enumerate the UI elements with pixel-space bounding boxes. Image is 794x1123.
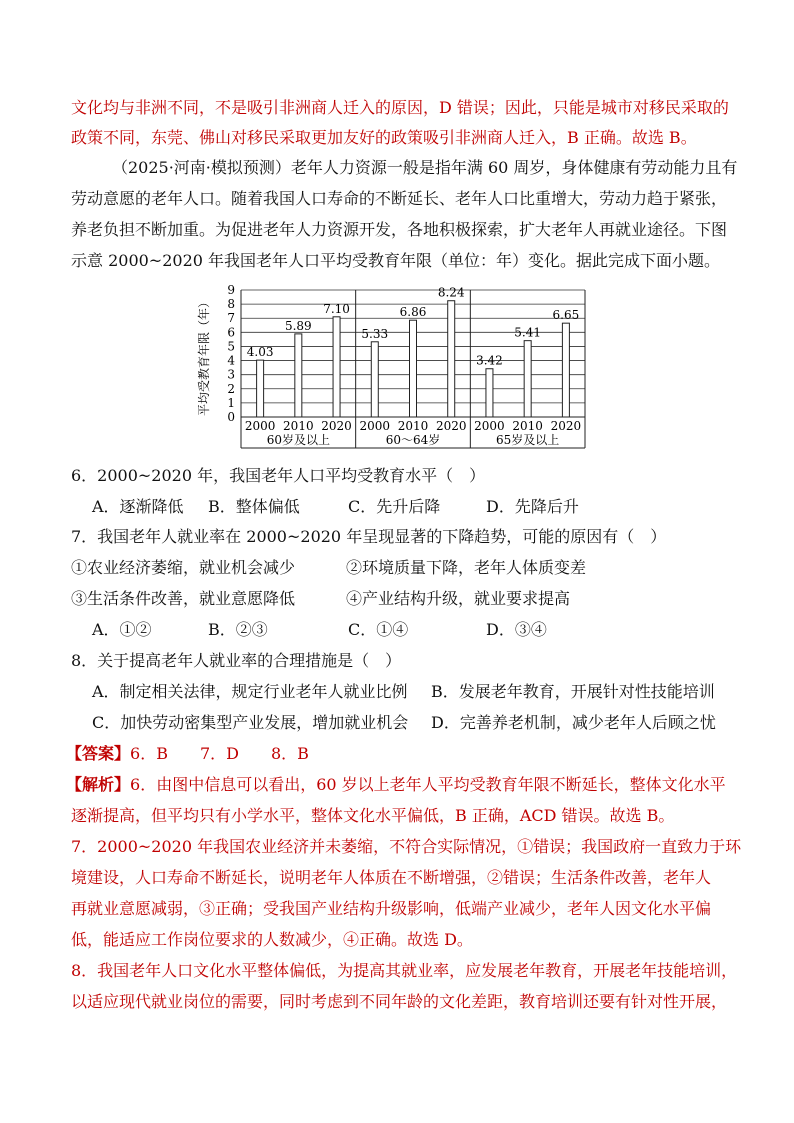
q8-option-d[interactable]: D．完善养老机制，减少老年人后顾之忧 bbox=[431, 713, 716, 732]
passage-line: 示意 2000~2020 年我国老年人口平均受教育年限（单位：年）变化。据此完成下面小题。 bbox=[71, 251, 721, 270]
bar bbox=[410, 320, 417, 417]
data-label: 6.86 bbox=[399, 305, 427, 320]
analysis-tag: 【解析】 bbox=[66, 775, 131, 794]
analysis-line: 8．我国老年人口文化水平整体偏低，为提高其就业率，应发展老年教育，开展老年技能培训， bbox=[71, 961, 738, 980]
bar bbox=[524, 341, 531, 417]
analysis-line: 境建设，人口寿命不断延长，说明老年人体质在不断增强，②错误；生活条件改善，老年人 bbox=[71, 868, 712, 887]
explanation-line: 政策不同，东莞、佛山对移民采取更加友好的政策吸引非洲商人迁入，B 正确。故选 B。 bbox=[71, 128, 697, 147]
data-label: 4.03 bbox=[246, 345, 274, 360]
answer-tag: 【答案】 bbox=[66, 744, 131, 763]
education-bar-chart bbox=[196, 278, 596, 450]
analysis-line: 逐渐提高，但平均只有小学水平，整体文化水平偏低，B 正确，ACD 错误。故选 B。 bbox=[71, 806, 675, 825]
group-label: 65岁及以上 bbox=[496, 433, 560, 447]
group-label: 60～64岁 bbox=[385, 433, 441, 447]
bar bbox=[257, 360, 264, 417]
analysis-text: 6．由图中信息可以看出，60 岁以上老年人平均受教育年限不断延长，整体文化水平 bbox=[130, 775, 726, 794]
x-tick-label: 2010 bbox=[397, 419, 429, 433]
bar bbox=[295, 334, 302, 417]
x-tick-label: 2020 bbox=[550, 419, 582, 433]
y-axis-label: 平均受教育年限（年） bbox=[197, 295, 211, 417]
q7-item-3: ③生活条件改善，就业意愿降低 bbox=[71, 589, 296, 608]
y-tick-label: 7 bbox=[227, 311, 235, 326]
y-tick-label: 4 bbox=[227, 353, 235, 368]
q8-option-b[interactable]: B．发展老年教育，开展针对性技能培训 bbox=[431, 682, 715, 701]
q6-stem: 6．2000~2020 年，我国老年人口平均受教育水平（ ） bbox=[71, 466, 486, 485]
x-tick-label: 2000 bbox=[244, 419, 276, 433]
y-tick-label: 1 bbox=[227, 395, 235, 410]
x-tick-label: 2010 bbox=[512, 419, 543, 433]
q7-option-a[interactable]: A．①② bbox=[92, 620, 152, 639]
passage-line: 养老负担不断加重。为促进老年人力资源开发，各地积极探索，扩大老年人再就业途径。下图 bbox=[71, 220, 728, 239]
q7-stem: 7．我国老年人就业率在 2000~2020 年呈现显著的下降趋势，可能的原因有（ ） bbox=[71, 527, 667, 546]
q7-option-b[interactable]: B．②③ bbox=[208, 620, 268, 639]
data-label: 6.65 bbox=[552, 308, 580, 323]
answer-line bbox=[66, 743, 309, 765]
y-tick-label: 6 bbox=[227, 325, 235, 340]
bar bbox=[371, 342, 378, 417]
y-tick-label: 5 bbox=[227, 339, 235, 354]
q6-option-a[interactable]: A．逐渐降低 bbox=[92, 497, 184, 516]
x-tick-label: 2020 bbox=[435, 419, 467, 433]
x-tick-label: 2000 bbox=[359, 419, 391, 433]
q6-option-d[interactable]: D．先降后升 bbox=[486, 497, 579, 516]
passage-line: 劳动意愿的老年人口。随着我国人口寿命的不断延长、老年人口比重增大，劳动力趋于紧张， bbox=[71, 189, 728, 208]
bar bbox=[562, 323, 569, 417]
y-tick-label: 2 bbox=[227, 381, 235, 396]
q7-item-1: ①农业经济萎缩，就业机会减少 bbox=[71, 558, 296, 577]
explanation-line: 文化均与非洲不同，不是吸引非洲商人迁入的原因，D 错误；因此，只能是城市对移民采取的 bbox=[71, 98, 729, 117]
y-tick-label: 3 bbox=[227, 367, 235, 382]
x-tick-label: 2000 bbox=[474, 419, 505, 433]
q7-option-c[interactable]: C．①④ bbox=[348, 620, 409, 639]
y-tick-label: 8 bbox=[227, 297, 235, 312]
y-tick-label: 0 bbox=[227, 410, 235, 424]
analysis-line: 再就业意愿减弱，③正确；受我国产业结构升级影响，低端产业减少，老年人因文化水平偏 bbox=[71, 899, 712, 918]
q6-option-c[interactable]: C．先升后降 bbox=[348, 497, 441, 516]
analysis-line bbox=[66, 774, 726, 796]
q7-item-2: ②环境质量下降，老年人体质变差 bbox=[346, 558, 587, 577]
answer-text: 6．B 7．D 8．B bbox=[130, 744, 309, 763]
data-label: 7.10 bbox=[323, 301, 350, 316]
bar bbox=[333, 317, 340, 417]
group-label: 60岁及以上 bbox=[266, 433, 330, 447]
analysis-line: 7．2000~2020 年我国农业经济并未萎缩，不符合实际情况，①错误；我国政府一直致力于环 bbox=[71, 837, 742, 856]
bar bbox=[486, 369, 493, 417]
q7-option-d[interactable]: D．③④ bbox=[486, 620, 547, 639]
q8-option-a[interactable]: A．制定相关法律，规定行业老年人就业比例 bbox=[92, 682, 408, 701]
bar bbox=[448, 301, 455, 417]
data-label: 8.24 bbox=[437, 285, 465, 300]
analysis-line: 以适应现代就业岗位的需要，同时考虑到不同年龄的文化差距，教育培训还要有针对性开展， bbox=[71, 992, 728, 1011]
q8-stem: 8．关于提高老年人就业率的合理措施是（ ） bbox=[71, 651, 402, 670]
data-label: 5.89 bbox=[284, 318, 312, 333]
passage-line: （2025·河南·模拟预测）老年人力资源一般是指年满 60 周岁，身体健康有劳动能力且有 bbox=[112, 158, 738, 177]
q8-option-c[interactable]: C．加快劳动密集型产业发展，增加就业机会 bbox=[92, 713, 409, 732]
q6-option-b[interactable]: B．整体偏低 bbox=[208, 497, 300, 516]
x-tick-label: 2010 bbox=[283, 419, 314, 433]
data-label: 5.41 bbox=[514, 325, 542, 340]
data-label: 5.33 bbox=[361, 326, 389, 341]
y-tick-label: 9 bbox=[227, 283, 235, 297]
data-label: 3.42 bbox=[476, 353, 503, 368]
x-tick-label: 2020 bbox=[321, 419, 352, 433]
analysis-line: 低，能适应工作岗位要求的人数减少，④正确。故选 D。 bbox=[71, 930, 473, 949]
q7-item-4: ④产业结构升级，就业要求提高 bbox=[346, 589, 571, 608]
